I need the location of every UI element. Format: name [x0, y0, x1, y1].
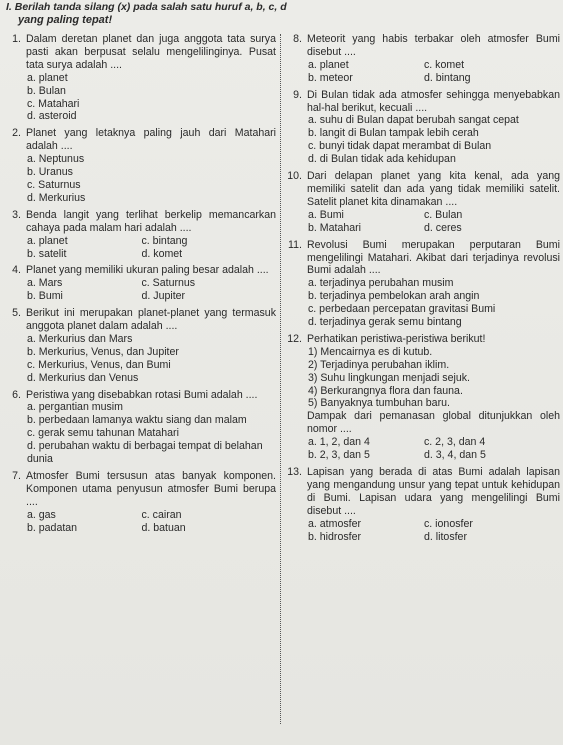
question-2 — [3, 127, 276, 204]
option-c[interactable]: c. Saturnus — [141, 277, 196, 290]
option-d[interactable]: d. komet — [141, 247, 183, 260]
statement-item: 1) Mencairnya es di kutub. — [308, 345, 433, 358]
option-a[interactable]: a. Merkurius dan Mars — [27, 332, 133, 345]
option-d[interactable]: d. Merkurius — [27, 191, 86, 204]
option-c[interactable]: c. Matahari — [27, 97, 80, 110]
question-13 — [284, 466, 560, 543]
question-5 — [3, 307, 276, 384]
option-b[interactable]: b. Bulan — [27, 84, 66, 97]
question-number: 3. — [12, 208, 21, 221]
option-c[interactable]: c. ionosfer — [424, 517, 473, 530]
option-a[interactable]: a. terjadinya perubahan musim — [308, 277, 454, 290]
question-7 — [3, 470, 276, 535]
question-stem: Revolusi Bumi merupakan perputaran Bumi mengelilingi Matahari. Akibat dari terjadinya revolusi Bumi adalah .... — [307, 238, 560, 277]
option-d[interactable]: d. batuan — [141, 521, 186, 534]
right-column — [284, 33, 560, 547]
option-c[interactable]: c. bunyi tidak dapat merambat di Bulan — [308, 140, 492, 153]
question-stem: Dalam deretan planet dan juga anggota tata surya pasti akan berpusat selalu mengelilinginya. Pusat tata surya adalah .... — [26, 33, 276, 71]
option-c[interactable]: c. Saturnus — [27, 178, 81, 191]
question-stem: Lapisan yang berada di atas Bumi adalah lapisan yang mengandung unsur yang tepat untuk kehidupan di Bumi. Lapisan udara yang mengelilingi Bumi disebut .... — [307, 466, 560, 517]
option-c[interactable]: c. Bulan — [424, 208, 463, 221]
option-a[interactable]: a. planet — [308, 58, 349, 71]
question-9 — [284, 89, 560, 166]
option-b[interactable]: b. Bumi — [27, 290, 63, 303]
option-c[interactable]: c. komet — [424, 58, 465, 71]
option-d[interactable]: d. perubahan waktu di berbagai tempat di belahan dunia — [27, 440, 263, 466]
option-b[interactable]: b. hidrosfer — [308, 530, 361, 543]
option-a[interactable]: a. Neptunus — [27, 153, 85, 166]
option-b[interactable]: b. Uranus — [27, 166, 73, 179]
option-b[interactable]: b. Matahari — [308, 221, 361, 234]
question-1 — [3, 33, 276, 123]
question-number: 2. — [12, 127, 21, 140]
question-number: 11. — [288, 238, 302, 251]
option-c[interactable]: c. 2, 3, dan 4 — [424, 436, 486, 449]
option-c[interactable]: c. bintang — [141, 234, 188, 247]
question-8 — [284, 33, 560, 85]
option-c[interactable]: c. Merkurius, Venus, dan Bumi — [27, 358, 171, 371]
option-a[interactable]: a. suhu di Bulan dapat berubah sangat cepat — [308, 114, 519, 127]
question-stem: Berikut ini merupakan planet-planet yang termasuk anggota planet dalam adalah .... — [26, 307, 276, 333]
question-3 — [3, 209, 276, 261]
option-b[interactable]: b. satelit — [27, 247, 67, 260]
option-d[interactable]: d. asteroid — [27, 110, 77, 123]
question-number: 6. — [12, 388, 21, 401]
question-stem: Meteorit yang habis terbakar oleh atmosfer Bumi disebut .... — [307, 33, 560, 58]
option-a[interactable]: a. atmosfer — [308, 517, 361, 530]
option-d[interactable]: d. bintang — [424, 71, 471, 84]
question-stem: Peristiwa yang disebabkan rotasi Bumi adalah .... — [26, 388, 258, 401]
option-d[interactable]: d. Jupiter — [141, 290, 186, 303]
option-b[interactable]: b. padatan — [27, 521, 78, 534]
column-divider — [280, 34, 281, 724]
left-column — [3, 33, 276, 539]
instruction-heading: I. Berilah tanda silang (x) pada salah satu huruf a, b, c, d — [6, 1, 287, 13]
question-number: 7. — [12, 470, 21, 482]
instruction-subtitle: yang paling tepat! — [18, 14, 113, 26]
option-d[interactable]: d. litosfer — [424, 530, 467, 543]
option-a[interactable]: a. pergantian musim — [27, 401, 123, 414]
option-c[interactable]: c. cairan — [141, 508, 182, 521]
option-b[interactable]: b. Merkurius, Venus, dan Jupiter — [27, 345, 179, 358]
option-a[interactable]: a. Bumi — [308, 208, 344, 221]
option-b[interactable]: b. meteor — [308, 71, 353, 84]
question-12 — [284, 333, 560, 462]
question-number: 13. — [287, 466, 302, 478]
option-b[interactable]: b. langit di Bulan tampak lebih cerah — [308, 127, 479, 140]
option-d[interactable]: d. Merkurius dan Venus — [27, 371, 139, 384]
question-number: 12. — [287, 332, 302, 345]
question-number: 1. — [12, 33, 21, 45]
option-a[interactable]: a. planet — [27, 71, 68, 84]
question-stem: Atmosfer Bumi tersusun atas banyak komponen. Komponen utama penyusun atmosfer Bumi berupa .... — [26, 470, 276, 508]
option-c[interactable]: c. gerak semu tahunan Matahari — [27, 427, 179, 440]
question-stem: Planet yang letaknya paling jauh dari Matahari adalah .... — [26, 127, 276, 153]
option-a[interactable]: a. 1, 2, dan 4 — [308, 436, 370, 449]
option-b[interactable]: b. terjadinya pembelokan arah angin — [308, 290, 480, 303]
option-c[interactable]: c. perbedaan percepatan gravitasi Bumi — [308, 303, 496, 316]
question-4 — [3, 264, 276, 303]
question-stem: Dari delapan planet yang kita kenal, ada yang memiliki satelit dan ada yang tidak memiliki satelit. Satelit planet kita dinamakan .... — [307, 170, 560, 208]
option-a[interactable]: a. planet — [27, 234, 68, 247]
question-stem: Di Bulan tidak ada atmosfer sehingga menyebabkan hal-hal berikut, kecuali .... — [307, 88, 560, 114]
question-number: 5. — [12, 307, 21, 320]
option-d[interactable]: d. di Bulan tidak ada kehidupan — [308, 153, 456, 166]
option-d[interactable]: d. 3, 4, dan 5 — [424, 449, 486, 462]
statement-item: 4) Berkurangnya flora dan fauna. — [308, 384, 463, 397]
question-stem: Benda langit yang terlihat berkelip memancarkan cahaya pada malam hari adalah .... — [26, 208, 276, 234]
option-a[interactable]: a. Mars — [27, 277, 63, 290]
option-b[interactable]: b. 2, 3, dan 5 — [308, 449, 370, 462]
option-b[interactable]: b. perbedaan lamanya waktu siang dan malam — [27, 414, 247, 427]
question-stem: Perhatikan peristiwa-peristiwa berikut! — [307, 332, 486, 345]
statement-item: 5) Banyaknya tumbuhan baru. — [308, 397, 450, 410]
question-stem: Planet yang memiliki ukuran paling besar adalah .... — [26, 264, 269, 277]
question-number: 4. — [12, 264, 21, 277]
question-number: 9. — [293, 88, 302, 101]
question-10 — [284, 170, 560, 235]
question-follow-up: Dampak dari pemanasan global ditunjukkan oleh nomor .... — [307, 410, 560, 436]
question-number: 8. — [293, 33, 302, 45]
option-d[interactable]: d. terjadinya gerak semu bintang — [308, 316, 462, 329]
statement-item: 3) Suhu lingkungan menjadi sejuk. — [308, 371, 470, 384]
statement-item: 2) Terjadinya perubahan iklim. — [308, 358, 450, 371]
question-11 — [284, 239, 560, 329]
option-a[interactable]: a. gas — [27, 508, 56, 521]
question-number: 10. — [287, 170, 302, 183]
question-6 — [3, 389, 276, 466]
option-d[interactable]: d. ceres — [424, 221, 462, 234]
